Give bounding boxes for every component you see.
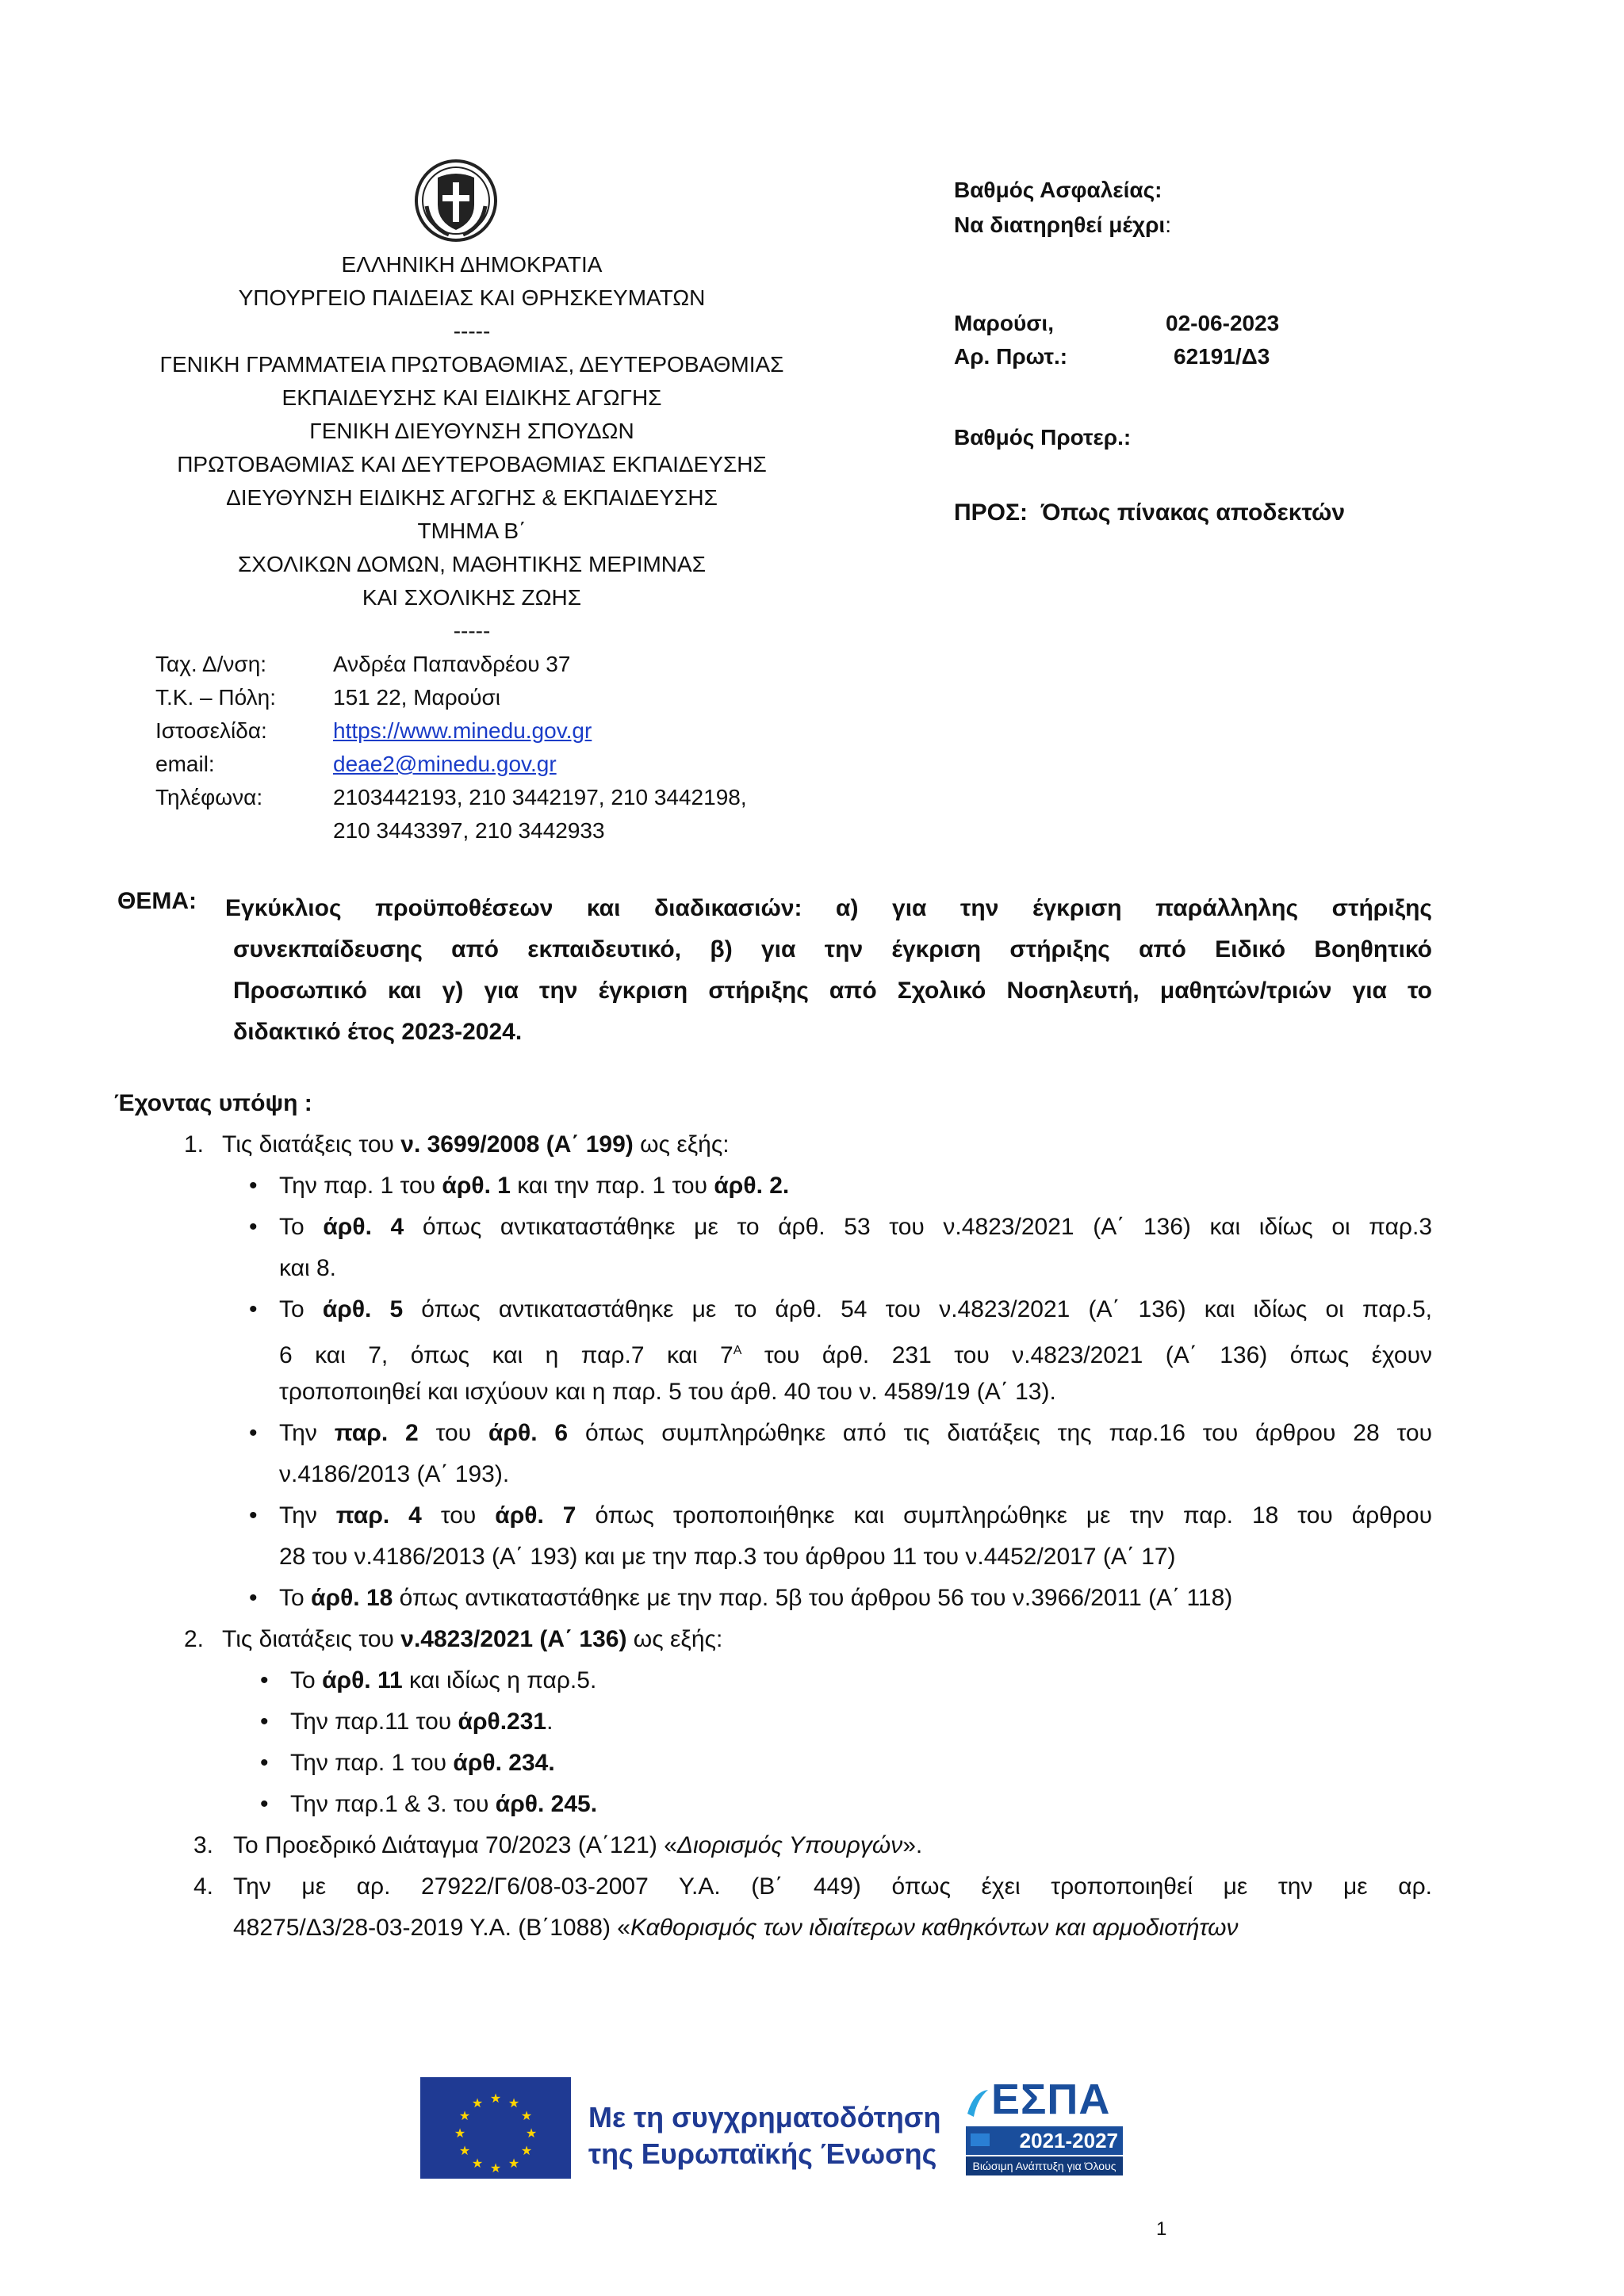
phone-values: 2103442193, 210 3442197, 210 3442198, [333, 785, 747, 809]
svg-text:★: ★ [471, 2095, 484, 2110]
bullet-item: • Την παρ.1 & 3. του άρθ. 245. [290, 1784, 597, 1825]
bullet-icon: • [249, 1502, 258, 1529]
header-line: ΔΙΕΥΘΥΝΣΗ ΕΙΔΙΚΗΣ ΑΓΩΓΗΣ & ΕΚΠΑΙΔΕΥΣΗΣ [226, 485, 718, 510]
subject-line: Προσωπικό και γ) για την έγκριση στήριξης από Σχολικό Νοσηλευτή, μαθητών/τριών για το [233, 978, 1432, 1004]
bullet-continuation: 28 του ν.4186/2013 (Α΄ 193) και με την παρ.3 του άρθρου 11 του ν.4452/2017 (Α΄ 17) [279, 1544, 1176, 1570]
phone-values-2: 210 3443397, 210 3442933 [333, 818, 605, 843]
subject-label: ΘΕΜΑ: [117, 888, 197, 914]
phone-row-2 [155, 814, 605, 848]
greek-flag-icon [971, 2133, 990, 2146]
svg-text:★: ★ [520, 2108, 533, 2123]
list-item: Τις διατάξεις του ν. 3699/2008 (Α΄ 199) ως εξής: [222, 1131, 730, 1158]
recipients-row [954, 499, 1345, 526]
keep-until-label: Να διατηρηθεί μέχρι [954, 212, 1166, 237]
email-label: email: [155, 752, 215, 776]
svg-text:★: ★ [508, 2095, 520, 2110]
bullet-item: • Το άρθ. 18 όπως αντικαταστάθηκε με την παρ. 5β του άρθρου 56 του ν.3966/2011 (Α΄ 118) [279, 1578, 1232, 1619]
security-label: Βαθμός Ασφαλείας: [954, 178, 1162, 202]
svg-text:★: ★ [454, 2126, 466, 2141]
bullet-icon: • [260, 1667, 269, 1693]
header-line: ΤΜΗΜΑ Β΄ [417, 519, 527, 543]
svg-text:★: ★ [458, 2108, 471, 2123]
subject-line: Εγκύκλιος προϋποθέσεων και διαδικασιών: α) για την έγκριση παράλληλης στήριξης [225, 895, 1432, 921]
bullet-item: • Το άρθ. 5 όπως αντικαταστάθηκε με το άρθ. 54 του ν.4823/2021 (Α΄ 136) και ιδίως οι παρ.5, [279, 1289, 1432, 1330]
city-label: Τ.Κ. – Πόλη: [155, 685, 277, 710]
protocol-number: 62191/Δ3 [1174, 344, 1270, 369]
espa-slogan: Βιώσιμη Ανάπτυξη για Όλους [966, 2156, 1123, 2175]
bullet-icon: • [260, 1750, 269, 1776]
bullet-icon: • [249, 1420, 258, 1446]
header-line: ΥΠΟΥΡΓΕΙΟ ΠΑΙΔΕΙΑΣ ΚΑΙ ΘΡΗΣΚΕΥΜΑΤΩΝ [238, 285, 706, 310]
header-separator: ----- [453, 618, 491, 643]
subject-line: διδακτικό έτος 2023-2024. [233, 1019, 523, 1045]
header-line: ΚΑΙ ΣΧΟΛΙΚΗΣ ΖΩΗΣ [362, 585, 582, 610]
website-row [155, 714, 592, 748]
item-number: 2. [184, 1626, 205, 1652]
eu-cofund-text: Με τη συγχρηματοδότηση της Ευρωπαϊκής Ένωσης [588, 2101, 941, 2170]
phone-label: Τηλέφωνα: [155, 785, 263, 809]
header-line: ΕΚΠΑΙΔΕΥΣΗΣ ΚΑΙ ΕΙΔΙΚΗΣ ΑΓΩΓΗΣ [282, 385, 662, 410]
priority-label: Βαθμός Προτερ.: [954, 425, 1132, 450]
list-item: Τις διατάξεις του ν.4823/2021 (Α΄ 136) ως εξής: [222, 1626, 723, 1652]
bullet-icon: • [260, 1791, 269, 1817]
website-label: Ιστοσελίδα: [155, 718, 267, 743]
city-value: 151 22, Μαρούσι [333, 685, 501, 710]
page-number: 1 [1156, 2218, 1167, 2240]
to-label: ΠΡΟΣ: [954, 499, 1028, 526]
header-separator: ----- [453, 319, 491, 343]
website-link[interactable]: https://www.minedu.gov.gr [333, 718, 592, 743]
list-item: Την με αρ. 27922/Γ6/08-03-2007 Υ.Α. (Β΄ 449) όπως έχει τροποποιηθεί με την με αρ. [233, 1873, 1432, 1900]
phone-row [155, 781, 747, 814]
bullet-item: • Την παρ. 1 του άρθ. 234. [290, 1743, 555, 1784]
svg-text:★: ★ [520, 2143, 533, 2158]
list-item: Το Προεδρικό Διάταγμα 70/2023 (Α΄121) «Διορισμός Υπουργών». [233, 1832, 923, 1858]
bullet-item: • Την παρ.11 του άρθ.231. [290, 1701, 553, 1743]
bullet-icon: • [249, 1214, 258, 1240]
espa-swoosh-icon [966, 2087, 990, 2118]
coat-of-arms-emblem [414, 159, 498, 243]
bullet-icon: • [249, 1585, 258, 1611]
svg-text:★: ★ [508, 2156, 520, 2171]
list-item-continuation: 48275/Δ3/28-03-2019 Υ.Α. (Β΄1088) «Καθορισμός των ιδιαίτερων καθηκόντων και αρμοδιοτήτων [233, 1915, 1239, 1941]
bullet-continuation: 6 και 7, όπως και η παρ.7 και $7^A$ του άρθ. 231 του ν.4823/2021 (Α΄ 136) όπως έχουν [279, 1342, 1433, 1368]
item-number: 3. [193, 1832, 214, 1858]
place-label: Μαρούσι, [954, 311, 1054, 335]
header-line: ΣΧΟΛΙΚΩΝ ΔΟΜΩΝ, ΜΑΘΗΤΙΚΗΣ ΜΕΡΙΜΝΑΣ [238, 552, 706, 576]
item-number: 1. [184, 1131, 205, 1158]
address-value: Ανδρέα Παπανδρέου 37 [333, 652, 571, 676]
svg-text:★: ★ [489, 2160, 502, 2175]
to-value: Όπως πίνακας αποδεκτών [1040, 499, 1346, 526]
bullet-icon: • [249, 1173, 258, 1199]
bullet-icon: • [249, 1296, 258, 1322]
header-line: ΠΡΩΤΟΒΑΘΜΙΑΣ ΚΑΙ ΔΕΥΤΕΡΟΒΑΘΜΙΑΣ ΕΚΠΑΙΔΕΥΣΗΣ [177, 452, 767, 476]
bullet-item: • Την παρ. 4 του άρθ. 7 όπως τροποποιήθηκε και συμπληρώθηκε με την παρ. 18 του άρθρου [279, 1495, 1432, 1536]
keep-until-colon: : [1165, 212, 1171, 237]
item-number: 4. [193, 1873, 214, 1900]
subject-line: συνεκπαίδευσης από εκπαιδευτικό, β) για την έγκριση στήριξης από Ειδικό Βοηθητικό [233, 936, 1432, 962]
address-label: Ταχ. Δ/νση: [155, 652, 267, 676]
svg-text:★: ★ [471, 2156, 484, 2171]
eu-flag-logo [420, 2077, 571, 2179]
bullet-item: • Την παρ. 1 του άρθ. 1 και την παρ. 1 του άρθ. 2. [279, 1165, 789, 1207]
espa-title: ΕΣΠΑ [991, 2076, 1111, 2123]
keep-until-row [954, 212, 1171, 238]
email-link[interactable]: deae2@minedu.gov.gr [333, 752, 557, 776]
email-row [155, 748, 557, 781]
bullet-continuation: και 8. [279, 1255, 336, 1281]
espa-logo [966, 2076, 1124, 2182]
svg-text:★: ★ [525, 2126, 538, 2141]
address-row [155, 648, 570, 681]
protocol-label: Αρ. Πρωτ.: [954, 344, 1068, 369]
svg-text:★: ★ [458, 2143, 471, 2158]
espa-years-band: 2021-2027 [966, 2126, 1123, 2155]
considering-heading: Έχοντας υπόψη : [114, 1090, 312, 1116]
document-date: 02-06-2023 [1166, 311, 1280, 335]
city-row [155, 681, 500, 714]
bullet-item: • Το άρθ. 11 και ιδίως η παρ.5. [290, 1660, 596, 1701]
bullet-continuation: ν.4186/2013 (Α΄ 193). [279, 1461, 510, 1487]
bullet-icon: • [260, 1709, 269, 1735]
bullet-item: • Το άρθ. 4 όπως αντικαταστάθηκε με το άρθ. 53 του ν.4823/2021 (Α΄ 136) και ιδίως οι παρ.3 [279, 1207, 1432, 1248]
bullet-item: • Την παρ. 2 του άρθ. 6 όπως συμπληρώθηκε από τις διατάξεις της παρ.16 του άρθρου 28 του [279, 1413, 1432, 1454]
header-line: ΓΕΝΙΚΗ ΓΡΑΜΜΑΤΕΙΑ ΠΡΩΤΟΒΑΘΜΙΑΣ, ΔΕΥΤΕΡΟΒΑΘΜΙΑΣ [159, 352, 784, 377]
svg-text:★: ★ [489, 2091, 502, 2106]
header-line: ΓΕΝΙΚΗ ΔΙΕΥΘΥΝΣΗ ΣΠΟΥΔΩΝ [309, 419, 634, 443]
bullet-continuation: τροποποιηθεί και ισχύουν και η παρ. 5 του άρθ. 40 του ν. 4589/19 (Α΄ 13). [279, 1379, 1056, 1405]
header-line: ΕΛΛΗΝΙΚΗ ΔΗΜΟΚΡΑΤΙΑ [341, 252, 603, 277]
